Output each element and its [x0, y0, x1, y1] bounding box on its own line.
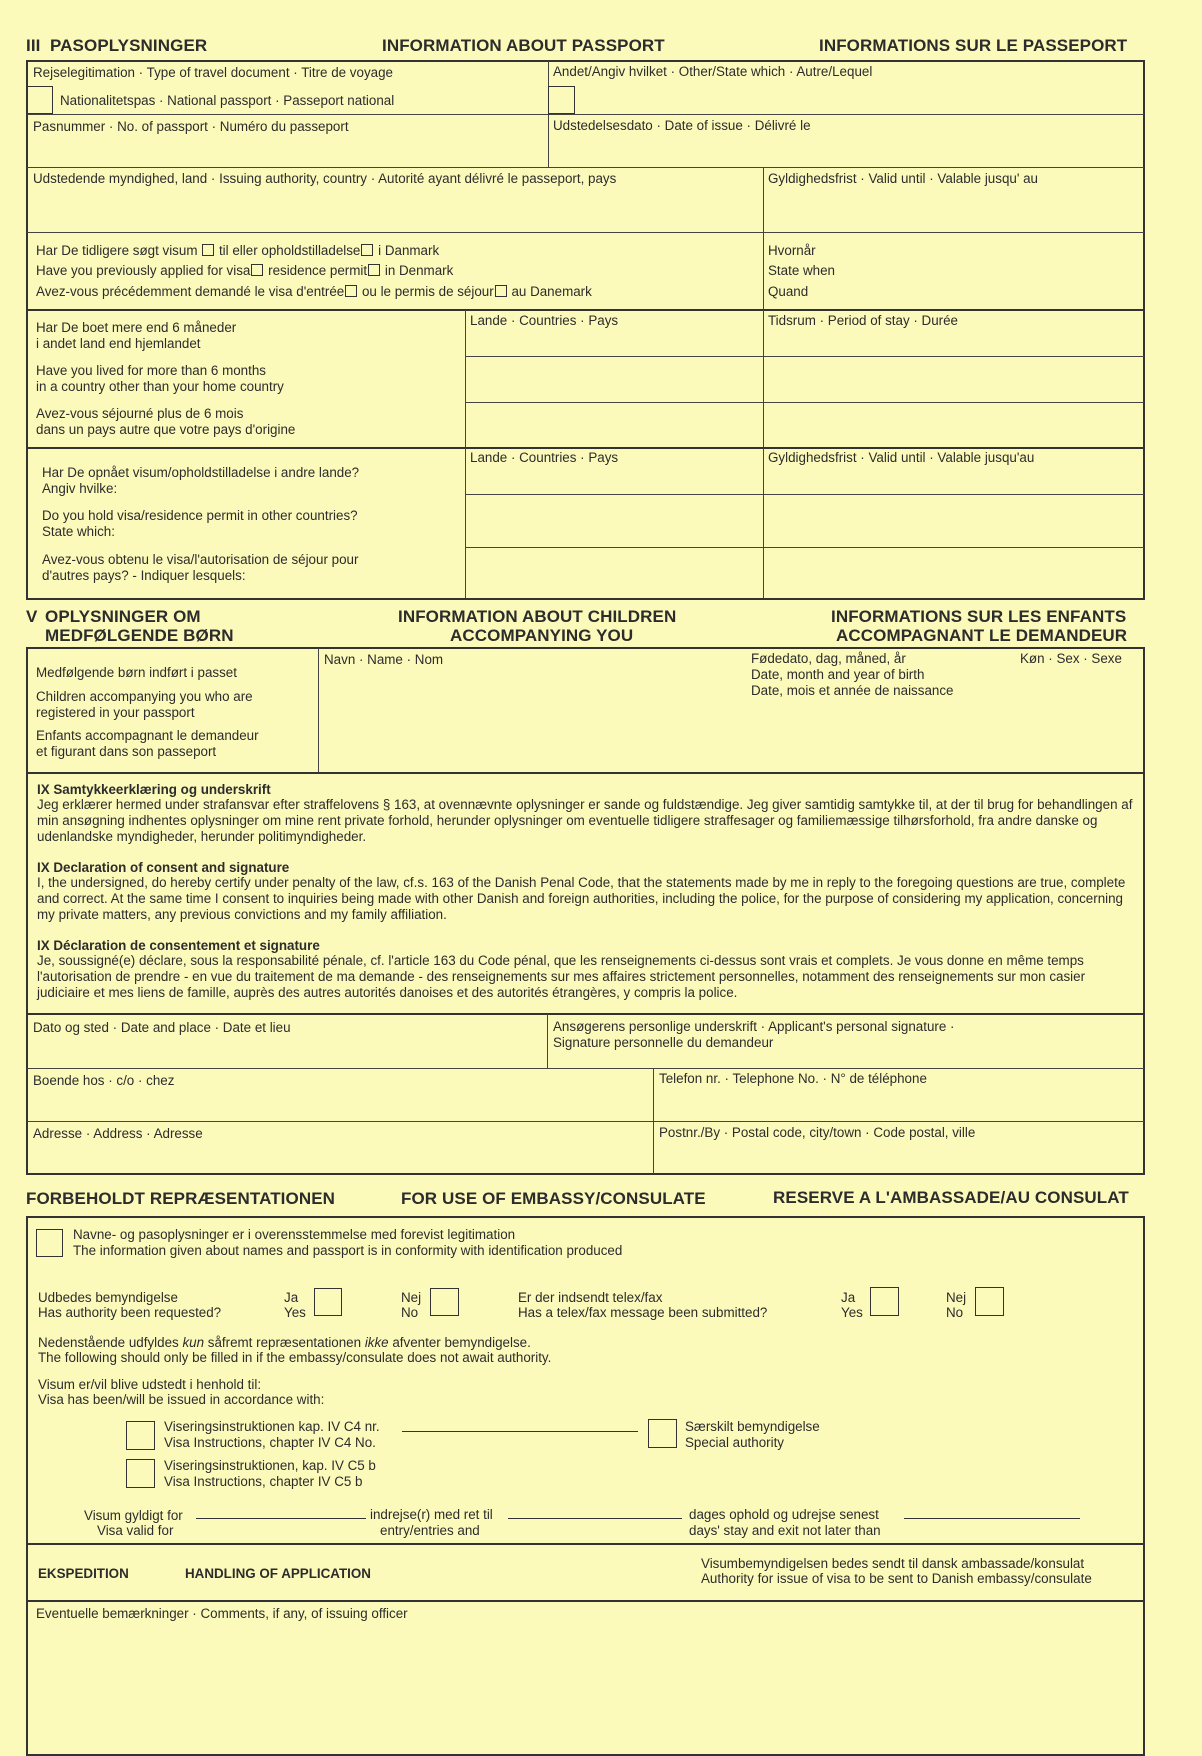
section-title-da: PASOPLYSNINGER [50, 36, 208, 55]
other-doc-label: Andet/Angiv hvilket · Other/State which · Autre/Lequel [553, 64, 873, 79]
auth-yes-label: Yes [284, 1305, 306, 1320]
telex-ja-label: Ja [841, 1290, 856, 1305]
section5-title-da-2: MEDFØLGENDE BØRN [45, 626, 234, 645]
special-authority-checkbox[interactable] [648, 1419, 677, 1448]
entries-da: indrejse(r) med ret til [370, 1507, 493, 1522]
auth-no-label: No [401, 1305, 419, 1320]
issued-en: Visa has been/will be issued in accordance with: [38, 1392, 325, 1407]
embassy-title-fr: RESERVE A L'AMBASSADE/AU CONSULAT [773, 1188, 1129, 1207]
permit-checkbox-en[interactable] [368, 264, 380, 276]
telex-no-label: No [946, 1305, 964, 1320]
embassy-title-en: FOR USE OF EMBASSY/CONSULATE [401, 1189, 706, 1208]
postal-field[interactable]: Postnr./By · Postal code, city/town · Code postal, ville [659, 1125, 976, 1140]
declaration-title-da: IX Samtykkeerklæring og underskrift [37, 782, 271, 797]
telex-no-checkbox[interactable] [975, 1287, 1004, 1316]
other-permit-en-2: State which: [42, 524, 115, 539]
when-fr: Quand [768, 284, 809, 299]
embassy-title-da: FORBEHOLDT REPRÆSENTATIONEN [26, 1189, 336, 1208]
days-da: dages ophold og udrejse senest [689, 1507, 879, 1522]
telex-en: Has a telex/fax message been submitted? [518, 1305, 768, 1320]
section5-title-da-1: OPLYSNINGER OM [45, 607, 201, 626]
valid-until-field[interactable]: Gyldighedsfrist · Valid until · Valable jusqu' au [768, 171, 1039, 186]
c5-checkbox[interactable] [126, 1459, 155, 1488]
lived-abroad-da-2: i andet land end hjemlandet [36, 336, 201, 351]
section5-number: V [26, 607, 38, 626]
children-fr-1: Enfants accompagnant le demandeur [36, 728, 259, 743]
declaration-text-da: Jeg erklærer hermed under strafansvar efter straffelovens § 163, at ovennævnte oplysninger er sande og fuldstændige. Jeg giver samtidig samtykke til, at der til brug for behandlingen af min ansøgning indhentes oplysninger om mine rent private forhold, herunder oplysninger om eventuelle tidligere straffesager og familiemæssige tilhørsforhold, fra andre danske og udenlandske myndigheder, herunder politimyndigheder. [37, 797, 1133, 844]
conformity-text-2: The information given about names and passport is in conformity with identification produced [73, 1243, 623, 1258]
phone-field[interactable]: Telefon nr. · Telephone No. · N° de téléphone [659, 1071, 927, 1086]
date-place-field[interactable]: Dato og sted · Date and place · Date et lieu [33, 1020, 291, 1035]
other-permit-en-1: Do you hold visa/residence permit in other countries? [42, 508, 358, 523]
c4-number-line[interactable] [402, 1431, 638, 1432]
handling-eksp: EKSPEDITION [38, 1566, 129, 1581]
lived-abroad-fr-2: dans un pays autre que votre pays d'origine [36, 422, 296, 437]
special-da: Særskilt bemyndigelse [685, 1419, 820, 1434]
entries-line[interactable] [508, 1518, 682, 1519]
travel-doc-label: Rejselegitimation · Type of travel document · Titre de voyage [33, 65, 393, 80]
handling-en: HANDLING OF APPLICATION [185, 1566, 371, 1581]
children-dob-header-fr: Date, mois et année de naissance [751, 683, 954, 698]
c4-en: Visa Instructions, chapter IV C4 No. [164, 1435, 376, 1450]
passport-number-field[interactable]: Pasnummer · No. of passport · Numéro du passeport [33, 119, 349, 134]
children-fr-2: et figurant dans son passeport [36, 744, 217, 759]
section5-title-en-1: INFORMATION ABOUT CHILDREN [398, 607, 677, 626]
section5-title-fr-1: INFORMATIONS SUR LES ENFANTS [831, 607, 1127, 626]
days-en: days' stay and exit not later than [689, 1523, 881, 1538]
authority-requested-da: Udbedes bemyndigelse [38, 1290, 178, 1305]
telex-yes-checkbox[interactable] [870, 1287, 899, 1316]
children-dob-header-da: Fødedato, dag, måned, år [751, 651, 906, 666]
children-en-1: Children accompanying you who are [36, 689, 253, 704]
c5-da: Viseringsinstruktionen, kap. IV C5 b [164, 1458, 376, 1473]
auth-no-checkbox[interactable] [430, 1288, 459, 1316]
permit-countries-header: Lande · Countries · Pays [470, 450, 619, 465]
special-en: Special authority [685, 1435, 784, 1450]
signature-field[interactable]: Signature personnelle du demandeur [553, 1035, 774, 1050]
other-permit-fr-2: d'autres pays? - Indiquer lesquels: [42, 568, 246, 583]
permit-valid-header: Gyldighedsfrist · Valid until · Valable jusqu'au [768, 450, 1035, 465]
national-passport-checkbox[interactable] [26, 86, 53, 114]
issue-date-field[interactable]: Udstedelsesdato · Date of issue · Délivré le [553, 118, 811, 133]
authority-requested-en: Has authority been requested? [38, 1305, 222, 1320]
address-field[interactable]: Adresse · Address · Adresse [33, 1126, 203, 1141]
lived-abroad-da-1: Har De boet mere end 6 måneder [36, 320, 237, 335]
auth-nej-label: Nej [401, 1290, 422, 1305]
lived-abroad-en-2: in a country other than your home country [36, 379, 284, 394]
children-da: Medfølgende børn indført i passet [36, 665, 237, 680]
lived-countries-header: Lande · Countries · Pays [470, 313, 619, 328]
c4-checkbox[interactable] [126, 1421, 155, 1450]
handling-auth-da: Visumbemyndigelsen bedes sendt til dansk ambassade/konsulat [701, 1556, 1085, 1571]
previous-applied-en: Have you previously applied for visa residence permit in Denmark [36, 263, 454, 278]
children-name-header: Navn · Name · Nom [324, 652, 444, 667]
permit-checkbox-fr[interactable] [495, 285, 507, 297]
other-permit-da-2: Angiv hvilke: [42, 481, 118, 496]
declaration-text-fr: Je, soussigné(e) déclare, sous la responsabilité pénale, cf. l'article 163 du Code pénal, que les renseignements ci-dessus sont vrais et complets. Je vous donne en même temps l'autorisation de prendre - en vue du traitement de ma demande - des renseignements sur mes affaires strictement personnelles, notamment des renseignements sur mon casier judiciaire et mes liens de famille, auprès des autres autorités danoises et des autorités étrangères, y compris la police. [37, 953, 1086, 1000]
declaration-title-fr: IX Déclaration de consentement et signature [37, 938, 320, 953]
national-passport-label: Nationalitetspas · National passport · Passeport national [60, 93, 395, 108]
note-en: The following should only be filled in if the embassy/consulate does not await authority. [38, 1350, 552, 1365]
section-title-en: INFORMATION ABOUT PASSPORT [382, 36, 665, 55]
other-permit-da-1: Har De opnået visum/opholdstilladelse i andre lande? [42, 465, 360, 480]
handling-auth-en: Authority for issue of visa to be sent to Danish embassy/consulate [701, 1571, 1092, 1586]
declaration-title-en: IX Declaration of consent and signature [37, 860, 290, 875]
lived-period-header: Tidsrum · Period of stay · Durée [768, 313, 959, 328]
visa-checkbox-da[interactable] [202, 244, 214, 256]
telex-da: Er der indsendt telex/fax [518, 1290, 663, 1305]
visa-checkbox-en[interactable] [251, 264, 263, 276]
issuing-authority-field[interactable]: Udstedende myndighed, land · Issuing authority, country · Autorité ayant délivré le passeport, pays [33, 171, 617, 186]
note-da: Nedenstående udfyldes kun såfremt repræsentationen ikke afventer bemyndigelse. [38, 1335, 531, 1350]
previous-applied-da: Har De tidligere søgt visum til eller opholdstilladelse i Danmark [36, 243, 440, 258]
permit-checkbox-da[interactable] [361, 244, 373, 256]
auth-yes-checkbox[interactable] [314, 1288, 342, 1316]
previous-applied-fr: Avez-vous précédemment demandé le visa d'entrée ou le permis de séjour au Danemark [36, 284, 592, 299]
declaration-text-en: I, the undersigned, do hereby certify under penalty of the law, cf.s. 163 of the Danish Penal Code, that the statements made by me in reply to the foregoing questions are true, complete and correct. At the same time I consent to inquiries being made with other Danish and foreign authorities, including the police, for the purpose of considering my application, concerning my private matters, any previous convictions and my family affiliation. [37, 875, 1126, 922]
c4-da: Viseringsinstruktionen kap. IV C4 nr. [164, 1419, 380, 1434]
when-da: Hvornår [768, 243, 816, 258]
section-title-fr: INFORMATIONS SUR LE PASSEPORT [819, 36, 1128, 55]
conformity-text-1: Navne- og pasoplysninger er i overensstemmelse med forevist legitimation [73, 1227, 516, 1242]
children-dob-header-en: Date, month and year of birth [751, 667, 925, 682]
visa-valid-en: Visa valid for [97, 1523, 174, 1538]
lived-abroad-en-1: Have you lived for more than 6 months [36, 363, 266, 378]
issued-da: Visum er/vil blive udstedt i henhold til: [38, 1377, 262, 1392]
signature-label-1: Ansøgerens personlige underskrift · Applicant's personal signature · [553, 1019, 955, 1034]
visa-valid-line[interactable] [196, 1518, 366, 1519]
telex-yes-label: Yes [841, 1305, 863, 1320]
c5-en: Visa Instructions, chapter IV C5 b [164, 1474, 363, 1489]
other-doc-checkbox[interactable] [548, 86, 575, 114]
comments-field[interactable]: Eventuelle bemærkninger · Comments, if any, of issuing officer [36, 1606, 408, 1621]
section-number: III [26, 36, 41, 55]
section5-title-fr-2: ACCOMPAGNANT LE DEMANDEUR [836, 626, 1128, 645]
children-sex-header: Køn · Sex · Sexe [1020, 651, 1122, 666]
lived-abroad-fr-1: Avez-vous séjourné plus de 6 mois [36, 406, 244, 421]
visa-valid-da: Visum gyldigt for [84, 1508, 183, 1523]
co-field[interactable]: Boende hos · c/o · chez [33, 1073, 175, 1088]
conformity-checkbox[interactable] [36, 1229, 63, 1257]
telex-nej-label: Nej [946, 1290, 967, 1305]
other-permit-fr-1: Avez-vous obtenu le visa/l'autorisation de séjour pour [42, 552, 359, 567]
visa-checkbox-fr[interactable] [345, 285, 357, 297]
when-en: State when [768, 263, 835, 278]
auth-ja-label: Ja [284, 1290, 299, 1305]
exit-date-line[interactable] [904, 1518, 1080, 1519]
section5-title-en-2: ACCOMPANYING YOU [450, 626, 634, 645]
entries-en: entry/entries and [380, 1523, 480, 1538]
children-en-2: registered in your passport [36, 705, 195, 720]
